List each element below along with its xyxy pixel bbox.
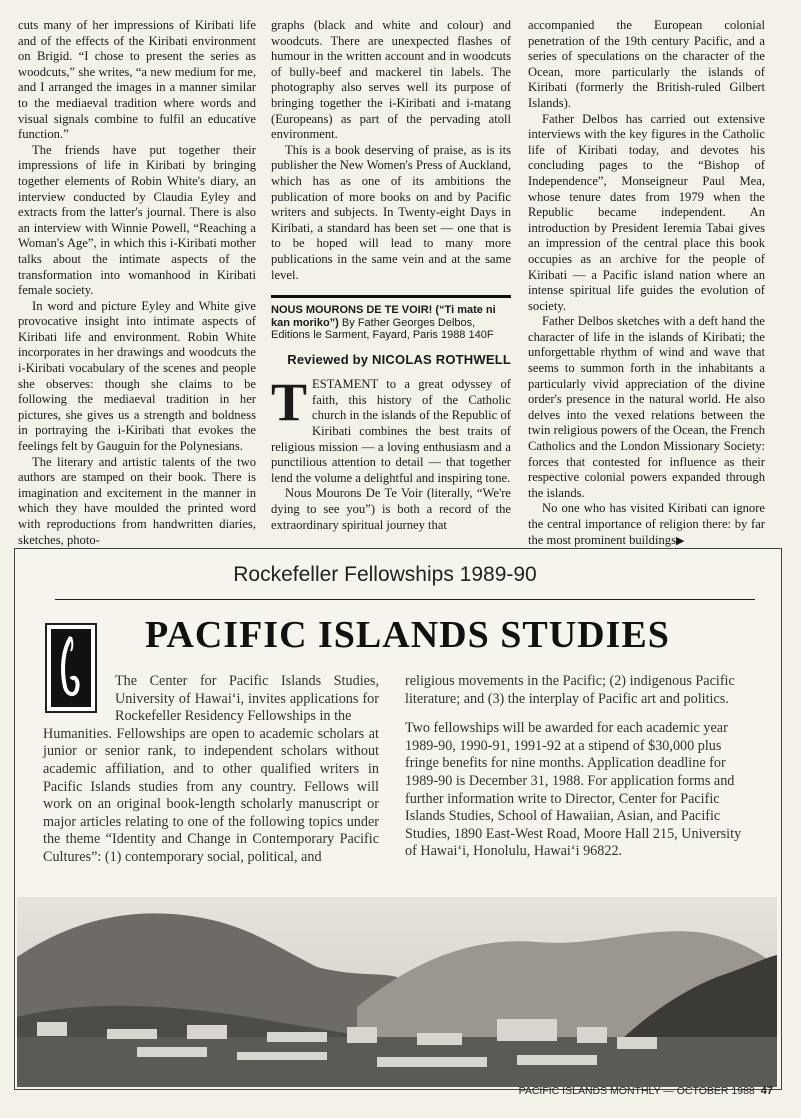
reviewer-byline: Reviewed by NICOLAS ROTHWELL bbox=[287, 351, 511, 367]
paragraph: accompanied the European colonial penetration of the 19th century Pacific, and a series of speculations on the character of the Ocean, more particularly the islands of Kiribati (formerly the British-ruled Gilbert Islands). bbox=[528, 18, 765, 110]
review-book-title: NOUS MOURONS DE TE VOIR! (“Ti mate ni kan moriko”) bbox=[271, 304, 496, 329]
paragraph: The friends have put together their impressions of life in Kiribati by bringing together elements of Robin White's diary, an interview conducted by Claudia Eyley and extracts from the latter's journal. There is also an interview with Winnie Powell, “Reaching a Woman's Age”, in which this i-Kiribati mother talks about the intimate aspects of the transformation into womanhood in Kiribati female society. bbox=[18, 142, 256, 298]
review-book-heading bbox=[271, 304, 511, 342]
advertisement-box bbox=[14, 548, 782, 1090]
paragraph: graphs (black and white and colour) and woodcuts. There are unexpected flashes of humour in the written account and in woodcuts of bully-beef and mackerel tin labels. The photography also serves well its purpose of bringing together the i-Kiribati and i-matang (Europeans) as part of the pervading atoll environment. bbox=[271, 18, 511, 142]
publication-name: PACIFIC ISLANDS MONTHLY — OCTOBER 1988 bbox=[518, 1085, 755, 1097]
ad-paragraph: religious movements in the Pacific; (2) indigenous Pacific literature; and (3) the interplay of Pacific art and politics. bbox=[405, 673, 735, 707]
ad-text-right bbox=[405, 673, 745, 873]
section-divider bbox=[271, 295, 511, 298]
drop-cap: T bbox=[271, 372, 308, 433]
paragraph: The literary and artistic talents of the two authors are stamped on their book. There is imagination and excitement in the manner in which they have moulded the printed word with reproductions from handwritten diaries, sketches, photo- bbox=[18, 454, 256, 547]
paragraph: This is a book deserving of praise, as is its publisher the New Women's Press of Auckland, which has as one of its ambitions the publication of more books on and by Pacific writers and subjects. In Twenty-eight Days in Kiribati, a standard has been set — one that is to be hoped will lead to many more publications in the same vein and at the same level. bbox=[271, 142, 511, 282]
paragraph: cuts many of her impressions of Kiribati life and of the effects of the Kiribati environment on Brigid. “I chose to present the series as woodcuts,” she writes, “a new medium for me, and I arranged the images in a manner similar to the mediaeval tradition where words and visual signals combine to fulfil an educative function.” bbox=[18, 18, 256, 142]
ad-body: Humanities. Fellowships are open to academic scholars at junior or senior rank, to independent scholars without academic affiliation, and to other qualified writers in Pacific Islands studies from any country. Fellows will work on an original book-length scholarly manuscript or major articles relating to one of the following topics under the theme “Identity and Change in Contemporary Pacific Cultures”: (1) contemporary social, political, and bbox=[43, 725, 379, 865]
ad-paragraph: Two fellowships will be awarded for each academic year 1989-90, 1990-91, 1991-92 at a stipend of $30,000 plus fringe benefits for nine months. Application deadline for 1989-90 is December 31, 1988. For application forms and further information write to Director, Center for Pacific Islands Studies, School of Hawaiian, Asian, and Pacific Studies, 1890 East-West Road, Moore Hall 215, University of Hawai‘i, Honolulu, Hawai‘i 96822. bbox=[405, 720, 742, 860]
continue-arrow-icon: ▶ bbox=[675, 534, 685, 547]
ad-text-left bbox=[43, 673, 379, 867]
ad-kicker: Rockefeller Fellowships 1989-90 bbox=[233, 563, 537, 586]
paragraph-last: No one who has visited Kiribati can ignore the central importance of religion there: by far the most prominent buildings▶ bbox=[528, 501, 765, 547]
page-number: 47 bbox=[760, 1085, 773, 1097]
paragraph: Nous Mourons De Te Voir (literally, “We're dying to see you”) is both a record of the extraordinary spiritual journey that bbox=[271, 486, 511, 532]
article-column-1 bbox=[18, 18, 256, 548]
honolulu-landscape-photo bbox=[17, 897, 777, 1087]
lead-paragraph: TESTAMENT to a great odyssey of faith, this history of the Catholic church in the islands of the Republic of Kiribati combines the best traits of religious mission — a loving enthusiasm and a punctilious attention to detail — that together lend the volume a delightful and inspiring tone. bbox=[271, 372, 511, 485]
ad-divider bbox=[55, 599, 755, 600]
review-book-publisher: Editions le Sarment, Fayard, Paris 1988 140F bbox=[271, 329, 494, 342]
article-column-3 bbox=[528, 18, 765, 549]
page-footer bbox=[519, 1085, 773, 1097]
paragraph: Father Delbos has carried out extensive interviews with the key figures in the Catholic life of Kiribati today, and devotes his concluding pages to the “Bishop of Independence”, Monseigneur Paul Mea, whose tenure dates from 1979 when the Republic became independent. An introduction by President Ieremia Tabai gives an impression of the central place this book occupies as an archive for the people of Kiribati — a Pacific island nation where an intense spiritual life guides the evolution of society. bbox=[528, 111, 765, 313]
paragraph: In word and picture Eyley and White give provocative insight into intimate aspects of Kiribati life and environment. Robin White incorporates in her drawings and woodcuts the i-Kiribati vocabulary of the scenes and people she observes: though she claims to be following the mediaeval tradition in her pictures, she gives us a strength and boldness in portraying the i-Kiribati that evokes the feelings felt by Gauguin for the Polynesians. bbox=[18, 298, 256, 454]
ad-title: PACIFIC ISLANDS STUDIES bbox=[145, 614, 670, 656]
ad-lead: The Center for Pacific Islands Studies, University of Hawai‘i, invites applications for Rockefeller Residency Fellowships in the bbox=[115, 673, 379, 725]
article-column-2 bbox=[271, 18, 511, 533]
review-book-author: By Father Georges Delbos, bbox=[341, 316, 476, 329]
paragraph: Father Delbos sketches with a deft hand the character of life in the islands of Kiribati; the unforgettable rhythm of wind and wave that seems to summon forth in the inhabitants a particularly vivid appreciation of the divine order's presence in the natural world. He also delves into the vexed relations between the twin religious powers of the Ocean, the French Catholics and the London Missionary Society: forces that contested for influence as their respective colonial powers expanded through the islands. bbox=[528, 314, 765, 500]
